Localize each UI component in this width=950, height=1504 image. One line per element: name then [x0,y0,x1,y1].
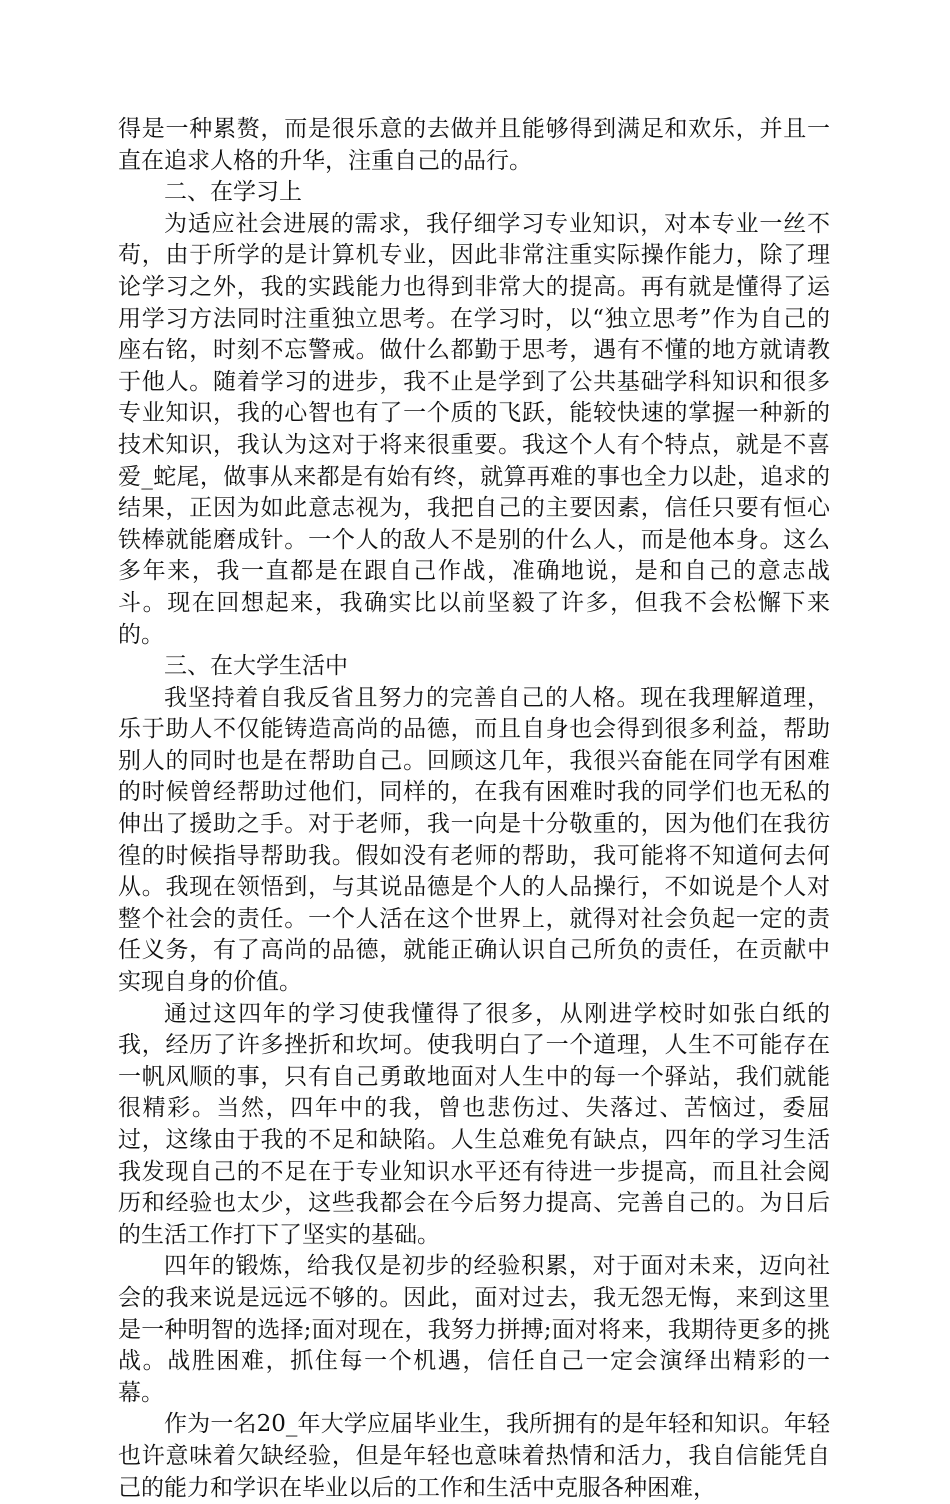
section-heading-study: 二、在学习上 [164,179,302,206]
section-heading-college-life: 三、在大学生活中 [164,653,348,680]
paragraph-continuation: 得是一种累赘，而是很乐意的去做并且能够得到满足和欢乐，并且一直在追求人格的升华，注重自己的品行。 [118,116,830,174]
paragraph-graduate: 作为一名20_年大学应届毕业生，我所拥有的是年轻和知识。年轻也许意味着欠缺经验，但是年轻也意味着热情和活力，我自信能凭自己的能力和学识在毕业以后的工作和生活中克服各种困难， [118,1411,830,1501]
paragraph-study: 为适应社会进展的需求，我仔细学习专业知识，对本专业一丝不苟，由于所学的是计算机专业，因此非常注重实际操作能力，除了理论学习之外，我的实践能力也得到非常大的提高。再有就是懂得了运用学习方法同时注重独立思考。在学习时，以“独立思考”作为自己的座右铭，时刻不忘警戒。做什么都勤于思考，遇有不懂的地方就请教于他人。随着学习的进步，我不止是学到了公共基础学科知识和很多专业知识，我的心智也有了一个质的飞跃，能较快速的掌握一种新的技术知识，我认为这对于将来很重要。我这个人有个特点，就是不喜爱_蛇尾，做事从来都是有始有终，就算再难的事也全力以赴，追求的结果，正因为如此意志视为，我把自己的主要因素，信任只要有恒心铁棒就能磨成针。一个人的敌人不是别的什么人，而是他本身。这么多年来，我一直都是在跟自己作战，准确地说，是和自己的意志战斗。现在回想起来，我确实比以前坚毅了许多，但我不会松懈下来的。 [118,210,830,648]
paragraph-college-life: 我坚持着自我反省且努力的完善自己的人格。现在我理解道理，乐于助人不仅能铸造高尚的品德，而且自身也会得到很多利益，帮助别人的同时也是在帮助自己。回顾这几年，我很兴奋能在同学有困难的时候曾经帮助过他们，同样的，在我有困难时我的同学们也无私的伸出了援助之手。对于老师，我一向是十分敬重的，因为他们在我彷徨的时候指导帮助我。假如没有老师的帮助，我可能将不知道何去何从。我现在领悟到，与其说品德是个人的人品操行，不如说是个人对整个社会的责任。一个人活在这个世界上，就得对社会负起一定的责任义务，有了高尚的品德，就能正确认识自己所负的责任，在贡献中实现自身的价值。 [118,684,830,996]
paragraph-training: 四年的锻炼，给我仅是初步的经验积累，对于面对未来，迈向社会的我来说是远远不够的。因此，面对过去，我无怨无悔，来到这里是一种明智的选择;面对现在，我努力拼搏;面对将来，我期待更多的挑战。战胜困难，抓住每一个机遇，信任自己一定会演绎出精彩的一幕。 [118,1253,830,1406]
paragraph-four-years: 通过这四年的学习使我懂得了很多，从刚进学校时如张白纸的我，经历了许多挫折和坎坷。使我明白了一个道理，人生不可能存在一帆风顺的事，只有自己勇敢地面对人生中的每一个驿站，我们就能很精彩。当然，四年中的我，曾也悲伤过、失落过、苦恼过，委屈过，这缘由于我的不足和缺陷。人生总难免有缺点，四年的学习生活我发现自己的不足在于专业知识水平还有待进一步提高，而且社会阅历和经验也太少，这些我都会在今后努力提高、完善自己的。为日后的生活工作打下了坚实的基础。 [118,1000,830,1248]
document-body [118,114,830,1504]
